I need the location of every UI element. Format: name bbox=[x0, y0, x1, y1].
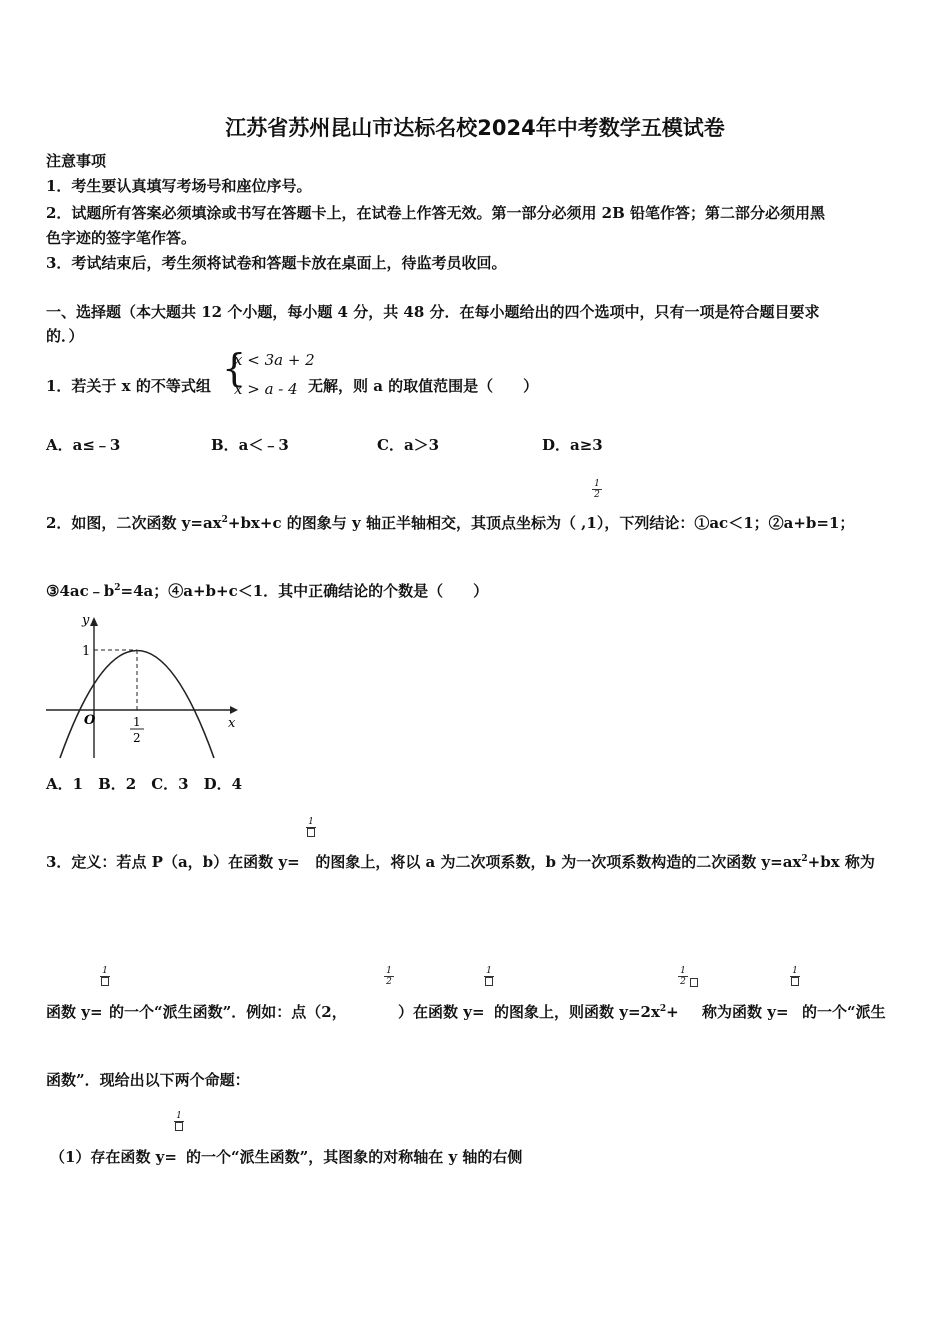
fraction-denominator: 2 bbox=[386, 977, 392, 987]
note-3: 3．考试结束后，考生须将试卷和答题卡放在桌面上，待监考员收回。 bbox=[46, 254, 507, 272]
fraction-numerator: 1 bbox=[386, 966, 392, 976]
notes-heading: 注意事项 bbox=[46, 152, 107, 170]
q1-prefix: 1．若关于 x 的不等式组 bbox=[46, 377, 211, 395]
q3-fraction-2 bbox=[98, 966, 112, 989]
q3-fraction-6 bbox=[788, 966, 802, 989]
section-line-2: 的．） bbox=[46, 327, 84, 345]
q1-ineq-2: x > a - 4 bbox=[234, 380, 298, 398]
x-axis-label: x bbox=[228, 716, 236, 731]
fraction-denominator: 2 bbox=[680, 977, 686, 987]
q2-line-1 bbox=[46, 513, 854, 533]
q2-vertex-fraction bbox=[590, 479, 604, 500]
q3-text-2g: 的一个“派生 bbox=[802, 1003, 886, 1021]
box-placeholder-icon bbox=[482, 977, 496, 989]
page-title: 江苏省苏州昆山市达标名校2024年中考数学五模试卷 bbox=[225, 116, 725, 140]
q3-text-4a: （1）存在函数 y= bbox=[50, 1148, 177, 1166]
x-tick-half-numerator: 1 bbox=[133, 715, 141, 729]
note-2a: 2．试题所有答案必须填涂或书写在答题卡上，在试卷上作答无效。第一部分必须用 2B 铅笔作答；第二部分必须用黑 bbox=[46, 204, 826, 222]
box-placeholder-icon bbox=[690, 972, 698, 991]
q2-text-2b: =4a；④a+b+c＜1．其中正确结论的个数是（ ） bbox=[120, 582, 489, 600]
q1-option-d: D．a≥3 bbox=[542, 436, 603, 454]
q2-options: A．1 B．2 C．3 D．4 bbox=[46, 775, 243, 793]
q3-text-1b: 的图象上，将以 a 为二次项系数，b 为一次项系数构造的二次函数 y=ax bbox=[315, 853, 802, 871]
box-placeholder-icon bbox=[172, 1122, 186, 1134]
q3-text-4b: 的一个“派生函数”，其图象的对称轴在 y 轴的右侧 bbox=[186, 1148, 523, 1166]
q3-text-2b: 的一个“派生函数”．例如：点（2， bbox=[109, 1003, 347, 1021]
q2-parabola-graph bbox=[42, 612, 242, 762]
fraction-numerator: 1 bbox=[680, 966, 686, 976]
fraction-denominator: 2 bbox=[594, 490, 600, 500]
q1-ineq-1: x < 3a + 2 bbox=[234, 351, 315, 369]
q3-fraction-1 bbox=[304, 817, 318, 840]
q2-text-1b: +bx+c 的图象与 y 轴正半轴相交，其顶点坐标为（ ,1），下列结论：①ac＜1；②a+b=1； bbox=[227, 514, 855, 532]
q3-fraction-5 bbox=[676, 966, 690, 987]
q1-option-a: A．a≤﹣3 bbox=[46, 436, 121, 454]
q3-text-2e: + bbox=[666, 1003, 679, 1021]
x-tick-half-denominator: 2 bbox=[133, 731, 141, 745]
q1-suffix: 无解，则 a 的取值范围是（ ） bbox=[308, 377, 539, 395]
superscript-2: 2 bbox=[221, 515, 228, 525]
note-1: 1．考生要认真填写考场号和座位序号。 bbox=[46, 177, 312, 195]
q3-text-2c: ）在函数 y= bbox=[398, 1003, 485, 1021]
brace-icon: { bbox=[222, 346, 247, 390]
q2-line-2 bbox=[46, 581, 488, 601]
fraction-numerator: 1 bbox=[792, 966, 798, 976]
fraction-numerator: 1 bbox=[308, 817, 314, 827]
q3-line-1 bbox=[46, 852, 875, 872]
note-2b: 色字迹的签字笔作答。 bbox=[46, 229, 197, 247]
q3-text-2d: 的图象上，则函数 y=2x bbox=[494, 1003, 660, 1021]
q3-text-2f: 称为函数 y= bbox=[702, 1003, 789, 1021]
box-placeholder-icon bbox=[304, 828, 318, 840]
q3-line-3: 函数”．现给出以下两个命题： bbox=[46, 1071, 250, 1089]
fraction-numerator: 1 bbox=[102, 966, 108, 976]
fraction-numerator: 1 bbox=[594, 479, 600, 489]
superscript-2: 2 bbox=[114, 583, 121, 593]
q3-line-2d bbox=[494, 1002, 679, 1022]
y-axis-label: y bbox=[82, 613, 90, 628]
superscript-2: 2 bbox=[659, 1004, 667, 1014]
q3-fraction-3 bbox=[382, 966, 396, 987]
q3-text-1c: +bx 称为 bbox=[807, 853, 875, 871]
section-line-1: 一、选择题（本大题共 12 个小题，每小题 4 分，共 48 分．在每小题给出的四个选项中，只有一项是符合题目要求 bbox=[46, 303, 820, 321]
q3-fraction-7 bbox=[172, 1111, 186, 1134]
q3-text-2a: 函数 y= bbox=[46, 1003, 103, 1021]
box-placeholder-icon bbox=[98, 977, 112, 989]
q1-option-c: C．a＞3 bbox=[377, 436, 440, 454]
q2-text-1a: 2．如图，二次函数 y=ax bbox=[46, 514, 222, 532]
q2-text-2a: ③4ac﹣b bbox=[46, 582, 115, 600]
x-axis-arrow-icon bbox=[230, 706, 238, 714]
box-placeholder-icon bbox=[788, 977, 802, 989]
q3-fraction-4 bbox=[482, 966, 496, 989]
q1-option-b: B．a＜﹣3 bbox=[211, 436, 289, 454]
fraction-numerator: 1 bbox=[486, 966, 492, 976]
fraction-numerator: 1 bbox=[176, 1111, 182, 1121]
y-axis-arrow-icon bbox=[90, 617, 98, 626]
superscript-2: 2 bbox=[801, 854, 808, 864]
origin-label: O bbox=[84, 713, 96, 728]
q3-text-1a: 3．定义：若点 P（a，b）在函数 y= bbox=[46, 853, 300, 871]
y-tick-one: 1 bbox=[82, 644, 91, 659]
